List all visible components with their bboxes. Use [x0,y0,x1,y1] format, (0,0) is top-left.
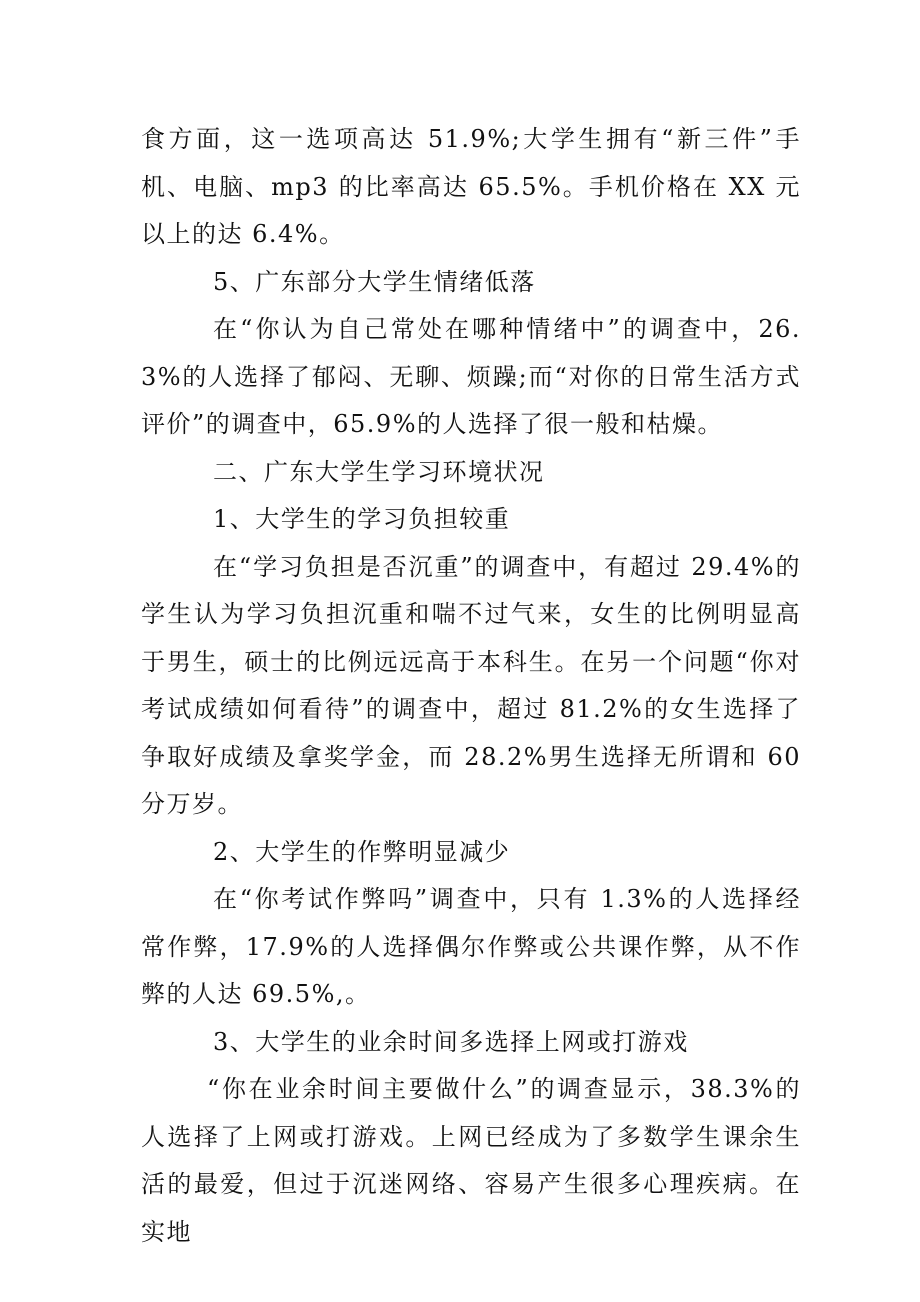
section-heading-2: 二、广东大学生学习环境状况 [213,457,545,486]
emotion-paragraph: 在“你认为自己常处在哪种情绪中”的调查中，26.3%的人选择了郁闷、无聊、烦躁;而“对你的日常生活方式评价”的调查中，65.9%的人选择了很一般和枯燥。 [141,315,801,438]
subsection-heading-3: 3、大学生的业余时间多选择上网或打游戏 [213,1027,689,1056]
subsection-heading-1: 1、大学生的学习负担较重 [213,505,511,533]
continuation-paragraph: 食方面，这一选项高达 51.9%;大学生拥有“新三件”手机、电脑、mp3 的比率高达 65.5%。手机价格在 XX 元以上的达 6.4%。 [141,125,801,248]
section-heading-5: 5、广东部分大学生情绪低落 [213,267,536,296]
cheating-paragraph: 在“你考试作弊吗”调查中，只有 1.3%的人选择经常作弊，17.9%的人选择偶尔作弊或公共课作弊，从不作弊的人达 69.5%,。 [141,885,801,1008]
document-body [141,116,801,1256]
subsection-heading-2: 2、大学生的作弊明显减少 [213,837,511,866]
leisure-paragraph: “你在业余时间主要做什么”的调查显示，38.3%的人选择了上网或打游戏。上网已经成为了多数学生课余生活的最爱，但过于沉迷网络、容易产生很多心理疾病。在实地 [141,1075,801,1246]
study-burden-paragraph: 在“学习负担是否沉重”的调查中，有超过 29.4%的学生认为学习负担沉重和喘不过气来，女生的比例明显高于男生，硕士的比例远远高于本科生。在另一个问题“你对考试成绩如何看待”的调查中，超过 81.2%的女生选择了争取好成绩及拿奖学金，而 28.2%男生选择无所谓和 60 分万岁。 [141,552,801,818]
